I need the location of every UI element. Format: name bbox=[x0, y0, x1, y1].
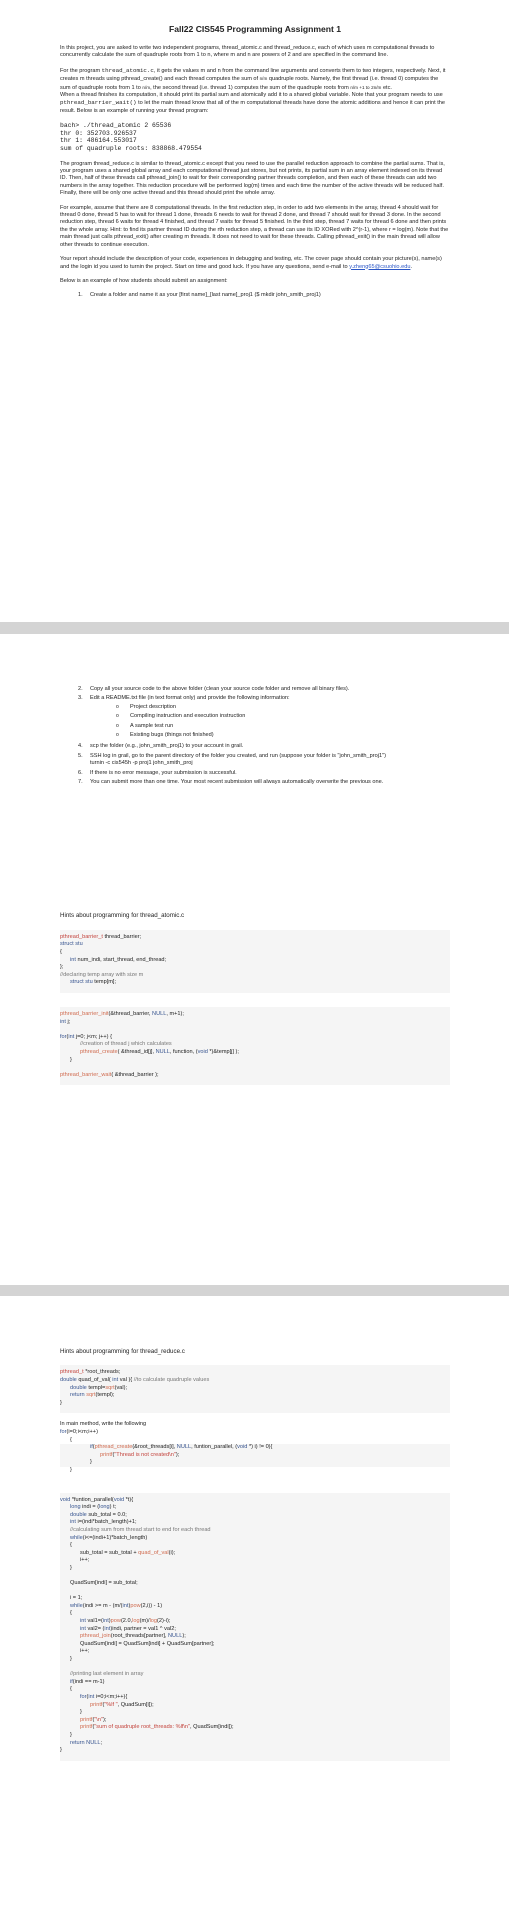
list-item: o Compiling instruction and execution instruction bbox=[116, 713, 450, 720]
terminal-line: sum of quadruple roots: 838868.479554 bbox=[60, 145, 202, 153]
inline-code-barrier-wait: pthread_barrier_wait() bbox=[60, 99, 137, 107]
terminal-line: thr 0: 352703.926537 bbox=[60, 129, 137, 137]
list-item: 1. Create a folder and name it as your [first name]_[last name]_proj1 ($ mkdir john_smith_proj1) bbox=[78, 292, 321, 299]
list-item: o Existing bugs (things not finished) bbox=[116, 732, 450, 739]
fraction-2n-over-m: 2n/m bbox=[371, 84, 382, 90]
inline-code-thread-atomic: thread_atomic.c bbox=[101, 66, 154, 74]
list-item: 2. Copy all your source code to the above folder (clean your source code folder and remove all binary files). bbox=[78, 686, 350, 692]
list-item: 5. SSH log in grail, go to the parent directory of the folder you created, and run (suppose your folder is "john_smith_proj1") turnin -c cis545h -p proj1 john_smith_proj bbox=[78, 752, 386, 767]
page-1-content bbox=[60, 0, 450, 302]
page-3 bbox=[0, 1296, 509, 1920]
page-separator bbox=[0, 622, 509, 634]
intro-paragraph: In this project, you are asked to write two independent programs, thread_atomic.c and thread_reduce.c, each of which uses m computational threads to concurrently calculate the sum of quadruple roots from 1 to n, where m and n are powers of 2 and are specified in the command line. bbox=[60, 45, 435, 59]
code-block-reduce-function: void *funtion_parallel(void *t){ long indi = (long) t; double sub_total = 0.0; int i=(indi*batch_length)+1; //calculating sum from thread start to end for each thread while(i<=(indi+1)*batch_length) { sub_total = sub_total + quad_of_val(i); i++; } QuadSum[indi] = sub_total; i = 1; while(indi >= m - (m/(int)pow(2,i)) - 1) { int val1=(int)pow(2.0,log(m)/log(2)-i); int val2= (int)indi, partner = val1 ^ val2; pthread_join(root_threads[partner], NULL); QuadSum[indi] = QuadSum[indi] + QuadSum[partner]; i++; } //printing last element in array if(indi == m-1) { for(int i=0;i<m;i++){ printf("%lf ", QuadSum[i]); } printf("\n"); printf("sum of quadruple root_threads: %lf\n", QuadSum[indi]); } return NULL; } bbox=[60, 1493, 450, 1761]
code-block-atomic-main: pthread_barrier_init(&thread_barrier, NULL, m+1); int j; for(int j=0; j<m; j++) { //creation of thread j which calculates pthread_create( &thread_id[j], NULL, function, (void *)&temp[j] ); } pthread_barrier_wait( &thread_barrier ); bbox=[60, 1007, 450, 1085]
readme-items-list bbox=[116, 704, 450, 740]
list-item: o A sample test run bbox=[116, 723, 450, 730]
page-1 bbox=[0, 0, 509, 622]
terminal-line: thr 1: 486164.553017 bbox=[60, 137, 137, 145]
report-paragraph: Your report should include the description of your code, experiences in debugging and testing, etc. The cover page should contain your picture(s), name(s) and the login id you used to turnin the project. Start on time and good luck. If you have any questions, send e-mail to y.zheng65@csuohio.edu. bbox=[60, 256, 442, 270]
reduce-description-paragraph: The program thread_reduce.c is similar to thread_atomic.c except that you need to use the parallel reduction approach to combine the partial sums. That is, your program uses a shared global array and each computational thread just stores, but not prints, its partial sum in an array element indexed on its thread ID. Then, half of these threads call pthread_join() to wait for their corresponding partner threads completion, and then each of these threads can add two numbers in the array together. This reduction procedure will be performed log(m) times and each time the number of the active threads will be reduced half. Finally, there will be only one active thread and this thread should print the whole array. bbox=[60, 160, 445, 197]
list-item: 4. scp the folder (e.g., john_smith_proj1) to your account in grail. bbox=[78, 743, 244, 750]
atomic-description-paragraph: For the program thread_atomic.c, it gets the values m and n from the command line arguments and converts them to two integers, respectively. Next, it creates m threads using pthread_create() and each thread computes the sum of n/m quadruple roots. Namely, the first thread (i.e. thread 0) computes the sum of quadruple roots from 1 to n/m, the second thread (i.e. thread 1) computes the sum of the quadruple roots from n/m +1 to 2n/m etc. When a thread finishes its computation, it should print its partial sum and atomically add it to a shared global variable. Note that your program needs to use pthread_barrier_wait() to let the main thread know that all of the m computational threads have done the atomic additions and hence it can print the result. Below is an example of running your thread program: bbox=[60, 66, 446, 114]
list-item: 7. You can submit more than one time. Your most recent submission will always automatically overwrite the previous one. bbox=[78, 779, 384, 786]
page-2 bbox=[0, 634, 509, 1285]
list-item: 6. If there is no error message, your submission is successful. bbox=[78, 769, 237, 776]
reduce-hints-title: Hints about programming for thread_reduce.c bbox=[60, 1348, 185, 1355]
email-link[interactable]: y.zheng65@csuohio.edu bbox=[349, 263, 411, 270]
fraction-n-over-m-2: n/m bbox=[142, 84, 151, 90]
main-note: In main method, write the following bbox=[60, 1421, 147, 1428]
page-separator bbox=[0, 1285, 509, 1296]
example-paragraph: For example, assume that there are 8 computational threads. In the first reduction step, in order to add two elements in the array, thread 4 should wait for thread 0 done, thread 5 has to wait for thread 1 done, threads 6 needs to wait for thread 2 done, and thread 7 should wait for thread 3 done. In the second reduction step, thread 6 waits for thread 4 finished, and thread 7 waits for thread 5 finished. In the third step, thread 7 waits for thread 6 done and then prints the the whole array. Hint: to find its partner thread ID during the rth reduction step, a thread can use its ID XORed with 2^(r-1), where r = log(m). Note that the main thread just calls pthread_exit() after creating m threads. It does not need to wait for these threads. Calling pthread_exit() in the main thread will allow other threads to continue execution. bbox=[60, 204, 449, 248]
submission-steps-list bbox=[74, 292, 450, 299]
list-item: 3. Edit a README.txt file (in text format only) and provide the following information: o Project description o Compiling instruction and execution instruction o A sample test run o Existing bugs (things not finished) bbox=[74, 695, 450, 739]
list-item: o Project description bbox=[116, 704, 450, 711]
fraction-n-over-m-plus-1: n/m +1 to bbox=[350, 84, 370, 90]
page-3-content bbox=[60, 1348, 450, 1767]
document-title: Fall22 CIS545 Programming Assignment 1 bbox=[168, 24, 342, 34]
submission-intro: Below is an example of how students should submit an assignment: bbox=[60, 277, 228, 284]
atomic-hints-title: Hints about programming for thread_atomic.c bbox=[60, 912, 185, 920]
page-2-content bbox=[60, 686, 450, 1091]
terminal-line: bach> ./thread_atomic 2 65536 bbox=[60, 122, 172, 130]
fraction-n-over-m: n/m bbox=[259, 76, 268, 82]
code-block-atomic-globals: pthread_barrier_t thread_barrier; struct stu { int num_indi, start_thread, end_thread; }; //declaring temp array with size m struct stu temp[m]; bbox=[60, 930, 450, 993]
code-block-reduce-main: In main method, write the following for(i=0;i<m;i++) { if(pthread_create(&root_threads[i], NULL, funtion_parallel, (void *) i) != 0){ printf("Thread is not created\n"); } } bbox=[60, 1419, 450, 1480]
terminal-example bbox=[60, 122, 450, 152]
submission-steps-list-continued bbox=[74, 686, 450, 786]
code-block-reduce-globals: pthread_t *root_threads; double quad_of_val( int val ){ //to calculate quadruple values double templ=sqrt(val); return sqrt(templ); } bbox=[60, 1365, 450, 1413]
